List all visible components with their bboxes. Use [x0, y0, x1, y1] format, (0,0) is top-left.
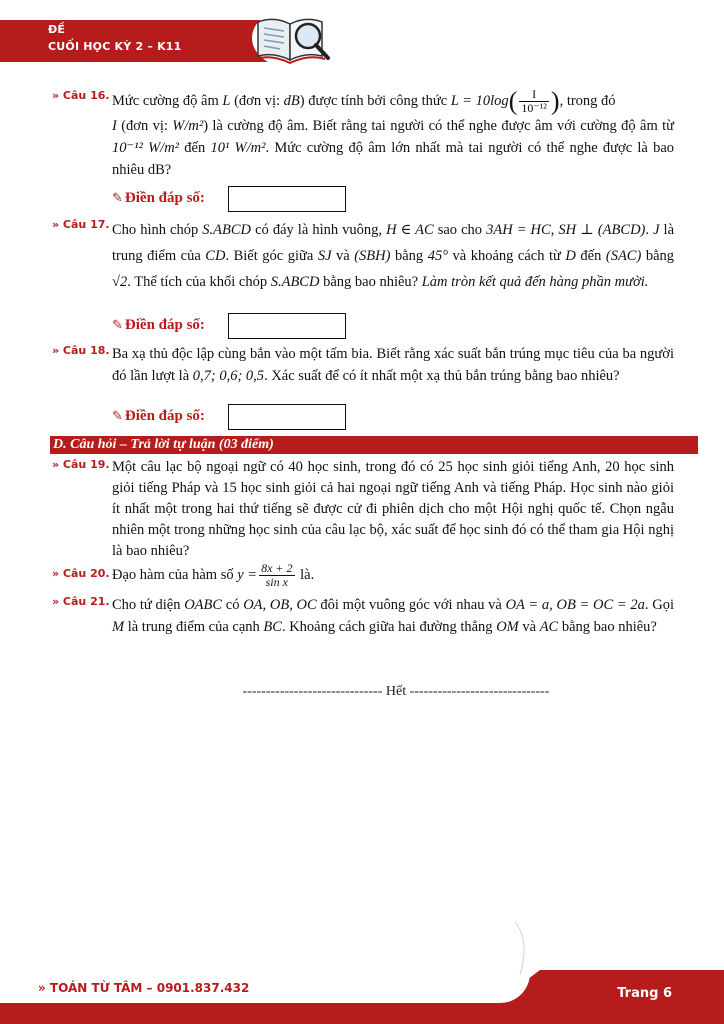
fraction: $\frac{I}{\text{10⁻¹²}}$ [521, 87, 547, 115]
pencil-icon: ✎ [112, 191, 123, 206]
question-label: » Câu 18. [52, 344, 110, 357]
pencil-icon: ✎ [112, 409, 123, 424]
page-number: Trang 6 [617, 986, 672, 1001]
footer-brand: » TOÁN TỪ TÂM – 0901.837.432 [38, 981, 250, 995]
question-21 [52, 594, 674, 638]
question-text: Một câu lạc bộ ngoại ngữ có 40 học sinh, trong đó có 25 học sinh giỏi tiếng Anh, 20 học sinh giỏi tiếng Pháp và 15 học sinh giỏi cả hai ngoại ngữ tiếng Anh và tiếng Pháp. Học sinh nào giỏi ít nhất một trong hai thứ tiếng sẽ được cử đi phiên dịch cho một Hội nghị quốc tế. Chọn ngẫu nhiên một trong những học sinh của câu lạc bộ, xác suất để học sinh đó có thể tham gia Hội nghị là bao nhiêu? [112, 459, 674, 559]
question-label: » Câu 20. [52, 567, 110, 580]
answer-input-16[interactable] [228, 186, 346, 212]
question-18 [52, 343, 674, 387]
question-19 [52, 457, 674, 562]
question-label: » Câu 19. [52, 458, 110, 471]
book-magnifier-icon [250, 6, 336, 70]
question-text: Cho hình chóp S.ABCD có đáy là hình vuông, H ∈ AC sao cho 3AH = HC, SH ⊥ (ABCD). J là trung điểm của CD. Biết góc giữa SJ và (SBH) bằng 45° và khoảng cách từ D đến (SAC) bằng √2. Thể tích của khối chóp S.ABCD bằng bao nhiêu? Làm tròn kết quả đến hàng phần mười. [112, 222, 675, 290]
header-title-line1: ĐỀ [48, 23, 66, 36]
question-17 [52, 217, 674, 295]
section-d-heading: D. Câu hỏi – Trả lời tự luận (03 điểm) [50, 436, 698, 454]
answer-input-18[interactable] [228, 404, 346, 430]
question-text: Đạo hàm của hàm số y = $\frac{8x + 2}{\text{sin x}}$ là. [112, 561, 315, 589]
question-text: Cho tứ diện OABC có OA, OB, OC đôi một vuông góc với nhau và OA = a, OB = OC = 2a. Gọi M là trung điểm của cạnh BC. Khoảng cách giữa hai đường thẳng OM và AC bằng bao nhiêu? [112, 597, 675, 635]
formula: L = 10log [450, 92, 509, 109]
end-marker: ------------------------------ Hết ------------------------------ [242, 684, 550, 699]
question-text: Ba xạ thủ độc lập cùng bắn vào một tấm bia. Biết rằng xác suất bắn trúng mục tiêu của ba người đó lần lượt là 0,7; 0,6; 0,5. Xác suất để có ít nhất một xạ thủ bắn trúng bằng bao nhiêu? [112, 346, 674, 384]
fraction: $\frac{8x + 2}{\text{sin x}}$ [261, 561, 293, 589]
question-label: » Câu 21. [52, 595, 110, 608]
header-title-line2: CUỐI HỌC KỲ 2 – K11 [48, 40, 182, 53]
question-label: » Câu 16. [52, 89, 110, 102]
question-20 [52, 562, 674, 589]
question-text: Mức cường độ âm L (đơn vị: dB) được tính bởi công thức L = 10log( $\frac{I}{\text{10⁻¹²}}$ ), trong đó I (đơn vị: W/m²) là cường độ âm. Biết rằng tai người có thể nghe được âm với cường độ âm từ 10⁻¹² W/m² đến 10¹ W/m². Mức cường độ âm lớn nhất mà tai người có thể nghe được là bao nhiêu dB? [112, 86, 675, 178]
pencil-icon: ✎ [112, 318, 123, 333]
footer-bottom-bar [0, 1003, 724, 1024]
footer-decoration [490, 920, 550, 980]
question-16 [52, 88, 674, 181]
answer-input-17[interactable] [228, 313, 346, 339]
question-label: » Câu 17. [52, 218, 110, 231]
